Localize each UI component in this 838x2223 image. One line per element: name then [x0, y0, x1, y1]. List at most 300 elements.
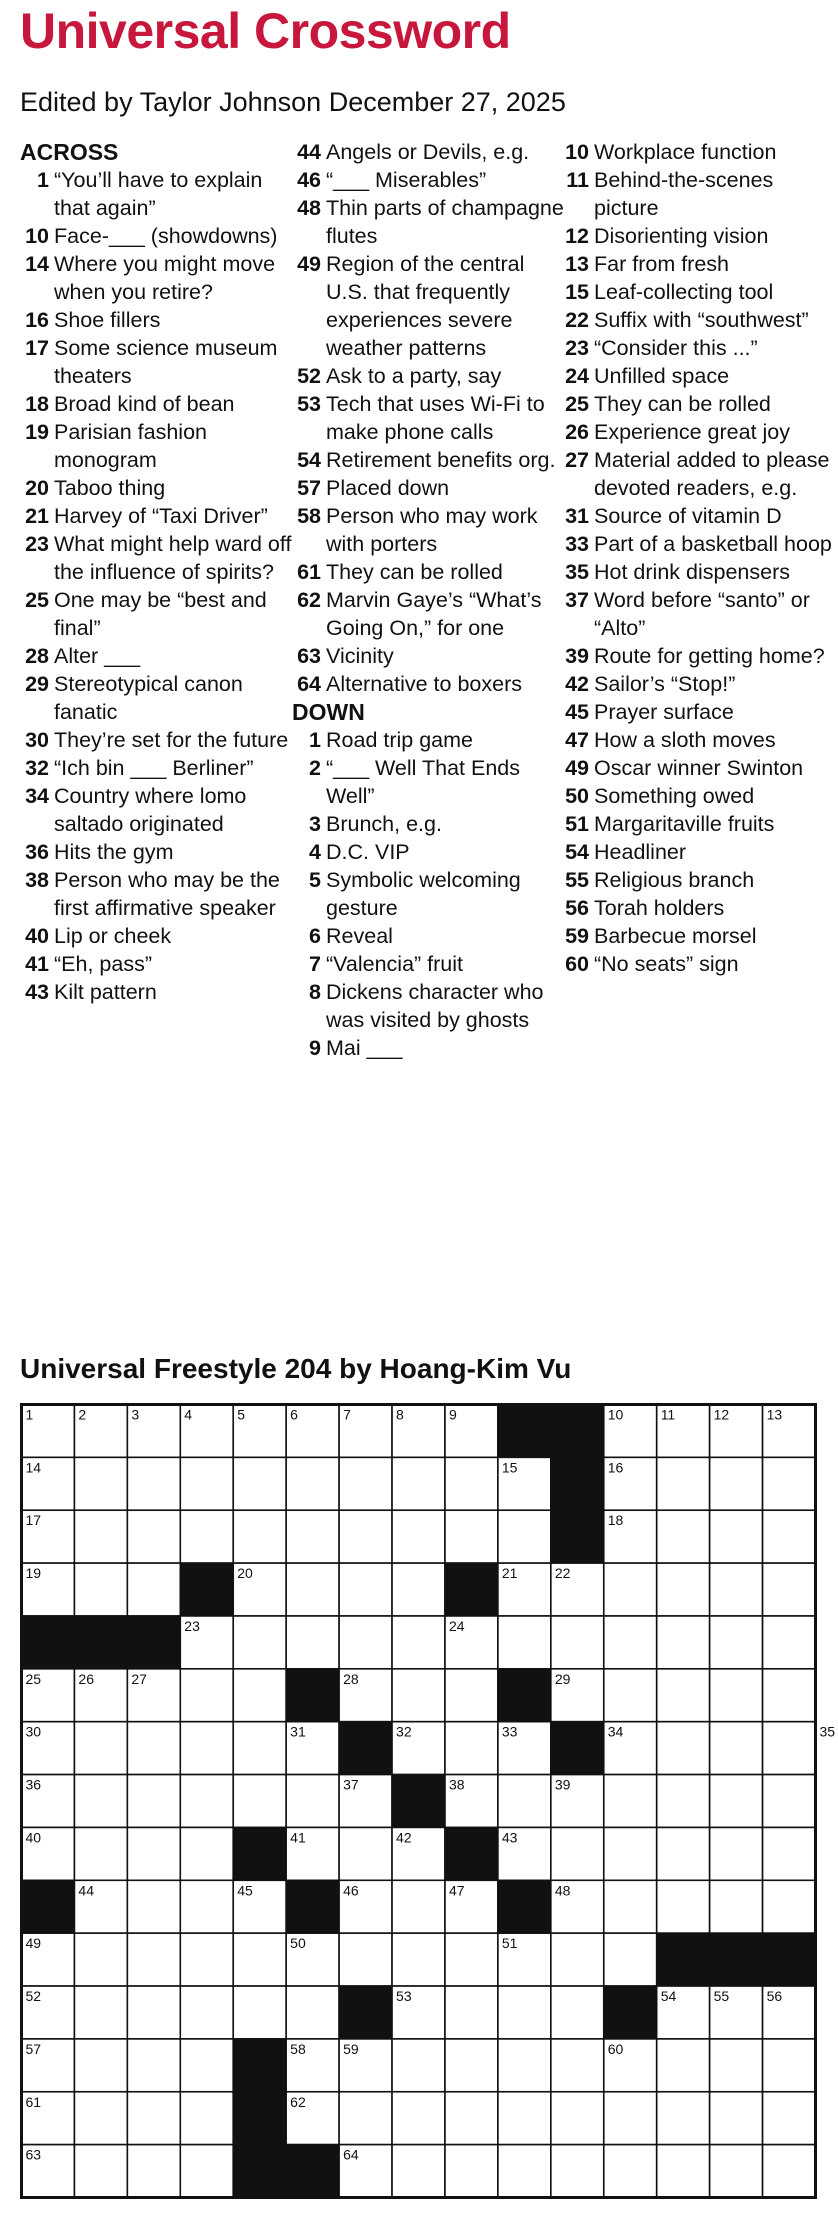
black-square	[233, 1827, 286, 1880]
clue-item	[20, 642, 292, 670]
grid-cell[interactable]	[233, 1616, 286, 1669]
clue-item	[20, 586, 292, 642]
grid-cell[interactable]	[180, 1457, 233, 1510]
clue-number: 34	[25, 784, 49, 808]
cell-number: 4	[184, 1406, 193, 1423]
grid-cell[interactable]	[392, 1933, 445, 1986]
grid-cell[interactable]	[710, 2039, 763, 2092]
clue-item	[560, 166, 832, 222]
grid-cell[interactable]	[710, 1616, 763, 1669]
cell-number: 56	[766, 1988, 783, 2005]
clue-number: 1	[37, 168, 49, 192]
clue-number: 61	[297, 560, 321, 584]
cell-number: 62	[290, 2093, 306, 2110]
clue-text: Word before “santo” or “Alto”	[594, 588, 810, 640]
black-square	[551, 1722, 604, 1775]
cell-number: 13	[766, 1406, 783, 1423]
grid-cell[interactable]	[392, 2092, 445, 2145]
grid-cell[interactable]	[763, 2092, 816, 2145]
clue-number: 42	[565, 672, 589, 696]
grid-cell[interactable]	[657, 1563, 710, 1616]
grid-cell[interactable]	[657, 1722, 710, 1775]
clue-item	[560, 698, 832, 726]
clue-text: Oscar winner Swinton	[594, 756, 804, 780]
grid-cell[interactable]	[763, 1457, 816, 1510]
cell-number: 60	[607, 2040, 624, 2057]
clue-number: 10	[25, 224, 49, 248]
grid-cell[interactable]	[657, 2092, 710, 2145]
grid-cell[interactable]	[657, 1510, 710, 1563]
clue-text: Symbolic welcoming gesture	[326, 868, 521, 920]
clue-item	[292, 754, 564, 810]
grid-cell[interactable]	[180, 1510, 233, 1563]
grid-cell[interactable]	[127, 1510, 180, 1563]
grid-cell[interactable]	[339, 1933, 392, 1986]
cell-number: 57	[25, 2040, 42, 2057]
black-square	[551, 1405, 604, 1458]
grid-cell[interactable]	[127, 2145, 180, 2198]
grid-cell[interactable]	[233, 1510, 286, 1563]
grid-cell[interactable]	[445, 2145, 498, 2198]
clue-number: 47	[565, 728, 589, 752]
cell-number: 44	[78, 1882, 95, 1899]
clue-text: Experience great joy	[594, 420, 790, 444]
clue-number: 19	[25, 420, 49, 444]
grid-cell[interactable]	[763, 1669, 816, 1722]
clue-text: “___ Well That Ends Well”	[326, 756, 521, 808]
clue-number: 10	[565, 140, 589, 164]
clue-number: 26	[565, 420, 589, 444]
clue-text: Parisian fashion monogram	[54, 420, 207, 472]
grid-cell[interactable]	[180, 1722, 233, 1775]
clue-number: 50	[565, 784, 589, 808]
clue-text: “Ich bin ___ Berliner”	[54, 756, 254, 780]
clue-item	[292, 558, 564, 586]
cell-number: 26	[78, 1670, 95, 1687]
grid-cell[interactable]	[657, 1880, 710, 1933]
cell-number: 41	[290, 1829, 306, 1846]
grid-cell[interactable]	[710, 2145, 763, 2198]
clue-item	[20, 474, 292, 502]
clue-text: Angels or Devils, e.g.	[326, 140, 530, 164]
black-square	[657, 1933, 710, 1986]
cell-number: 63	[25, 2146, 42, 2163]
grid-cell[interactable]	[657, 2039, 710, 2092]
clue-text: Sailor’s “Stop!”	[594, 672, 736, 696]
grid-cell[interactable]	[551, 2092, 604, 2145]
black-square	[180, 1563, 233, 1616]
grid-cell[interactable]	[710, 1827, 763, 1880]
grid-cell[interactable]	[763, 1563, 816, 1616]
grid-cell[interactable]	[445, 1722, 498, 1775]
cell-number: 35	[819, 1723, 836, 1740]
clue-text: Thin parts of champagne flutes	[326, 196, 564, 248]
grid-cell[interactable]	[180, 1880, 233, 1933]
cell-number: 11	[660, 1406, 676, 1423]
grid-cell[interactable]	[180, 1669, 233, 1722]
grid-cell[interactable]	[710, 1880, 763, 1933]
clue-item	[20, 418, 292, 474]
grid-cell[interactable]	[551, 1933, 604, 1986]
cell-number: 9	[448, 1406, 457, 1423]
clue-text: “___ Miserables”	[326, 168, 487, 192]
cell-number: 64	[343, 2146, 359, 2163]
clue-number: 18	[25, 392, 49, 416]
clue-number: 54	[297, 448, 321, 472]
clue-item	[292, 138, 564, 166]
clue-number: 23	[565, 336, 589, 360]
black-square	[498, 1669, 551, 1722]
grid-cell[interactable]	[392, 2145, 445, 2198]
cell-number: 28	[343, 1670, 359, 1687]
clue-item	[20, 866, 292, 922]
grid-cell[interactable]	[445, 2039, 498, 2092]
clue-number: 37	[565, 588, 589, 612]
grid-cell[interactable]	[710, 1457, 763, 1510]
grid-cell[interactable]	[127, 1880, 180, 1933]
clue-text: They can be rolled	[594, 392, 771, 416]
grid-cell[interactable]	[763, 2039, 816, 2092]
clue-number: 35	[565, 560, 589, 584]
grid-cell[interactable]	[763, 1722, 816, 1775]
clue-text: Source of vitamin D	[594, 504, 782, 528]
grid-cell[interactable]	[392, 1616, 445, 1669]
clue-number: 25	[565, 392, 589, 416]
grid-cell[interactable]	[710, 1722, 763, 1775]
page-title: Universal Crossword	[20, 3, 511, 59]
black-square	[22, 1616, 75, 1669]
clue-number: 8	[309, 980, 321, 1004]
grid-cell[interactable]	[710, 1669, 763, 1722]
clue-number: 46	[297, 168, 321, 192]
clue-text: Taboo thing	[54, 476, 166, 500]
grid-cell[interactable]	[604, 2092, 657, 2145]
clue-item	[20, 782, 292, 838]
grid-cell[interactable]	[127, 1827, 180, 1880]
grid-cell[interactable]	[74, 2092, 127, 2145]
clue-number: 20	[25, 476, 49, 500]
clue-item	[20, 726, 292, 754]
grid-cell[interactable]	[710, 1775, 763, 1828]
grid-cell[interactable]	[74, 2039, 127, 2092]
clue-item	[292, 1034, 564, 1062]
cell-number: 8	[396, 1406, 404, 1423]
clue-text: Face-___ (showdowns)	[54, 224, 278, 248]
grid-cell[interactable]	[763, 1510, 816, 1563]
cell-number: 38	[448, 1776, 465, 1793]
grid-cell[interactable]	[127, 1457, 180, 1510]
clue-text: Material added to please devoted readers, e.g.	[594, 448, 830, 500]
grid-cell[interactable]	[445, 1510, 498, 1563]
grid-cell[interactable]	[233, 1457, 286, 1510]
black-square	[710, 1933, 763, 1986]
grid-cell[interactable]	[127, 1933, 180, 1986]
clue-text: Person who may be the first affirmative speaker	[54, 868, 280, 920]
grid-cell[interactable]	[498, 1510, 551, 1563]
cell-number: 1	[25, 1406, 34, 1423]
grid-cell[interactable]	[498, 2092, 551, 2145]
clue-number: 27	[565, 448, 589, 472]
grid-cell[interactable]	[180, 1933, 233, 1986]
clue-item	[560, 390, 832, 418]
clue-text: Behind-the-scenes picture	[594, 168, 774, 220]
crossword-grid[interactable]	[20, 1403, 836, 2199]
clue-number: 43	[25, 980, 49, 1004]
grid-cell[interactable]	[286, 1986, 339, 2039]
cell-number: 24	[448, 1617, 465, 1634]
grid-cell[interactable]	[339, 1616, 392, 1669]
grid-cell[interactable]	[339, 1457, 392, 1510]
clue-number: 6	[309, 924, 321, 948]
cell-number: 36	[25, 1776, 42, 1793]
grid-cell[interactable]	[74, 1933, 127, 1986]
grid-cell[interactable]	[339, 2092, 392, 2145]
grid-cell[interactable]	[604, 2145, 657, 2198]
grid-cell[interactable]	[551, 1616, 604, 1669]
grid-cell[interactable]	[498, 2145, 551, 2198]
clue-item	[292, 446, 564, 474]
clue-text: “You’ll have to explain that again”	[54, 168, 263, 220]
grid-cell[interactable]	[74, 1986, 127, 2039]
grid-cell[interactable]	[604, 1669, 657, 1722]
black-square	[233, 2092, 286, 2145]
grid-cell[interactable]	[392, 1457, 445, 1510]
cell-number: 14	[25, 1459, 42, 1476]
grid-cell[interactable]	[127, 1775, 180, 1828]
grid-cell[interactable]	[339, 1510, 392, 1563]
clue-item	[292, 362, 564, 390]
grid-cell[interactable]	[710, 2092, 763, 2145]
black-square	[498, 1880, 551, 1933]
cell-number: 2	[78, 1406, 87, 1423]
grid-cell[interactable]	[498, 1616, 551, 1669]
grid-cell[interactable]	[657, 1827, 710, 1880]
cell-number: 49	[25, 1935, 42, 1952]
grid-cell[interactable]	[763, 1827, 816, 1880]
clue-text: Person who may work with porters	[326, 504, 538, 556]
grid-cell[interactable]	[392, 1669, 445, 1722]
grid-cell[interactable]	[286, 1510, 339, 1563]
clue-text: Leaf-collecting tool	[594, 280, 774, 304]
black-square	[74, 1616, 127, 1669]
clue-number: 7	[309, 952, 321, 976]
grid-cell[interactable]	[74, 1457, 127, 1510]
grid-cell[interactable]	[445, 1457, 498, 1510]
cell-number: 33	[501, 1723, 518, 1740]
clue-item	[20, 250, 292, 306]
black-square	[127, 1616, 180, 1669]
grid-cell[interactable]	[286, 1563, 339, 1616]
clue-item	[560, 670, 832, 698]
grid-cell[interactable]	[233, 1775, 286, 1828]
clue-number: 30	[25, 728, 49, 752]
grid-cell[interactable]	[392, 1563, 445, 1616]
clue-item	[560, 642, 832, 670]
clue-number: 39	[565, 644, 589, 668]
grid-cell[interactable]	[551, 2039, 604, 2092]
cell-number: 16	[607, 1459, 624, 1476]
grid-cell[interactable]	[445, 1986, 498, 2039]
clue-number: 44	[297, 140, 321, 164]
grid-cell[interactable]	[127, 1563, 180, 1616]
grid-cell[interactable]	[74, 1775, 127, 1828]
clue-number: 45	[565, 700, 589, 724]
grid-cell[interactable]	[286, 1775, 339, 1828]
clue-item	[20, 390, 292, 418]
grid-cell[interactable]	[339, 1827, 392, 1880]
clue-text: Kilt pattern	[54, 980, 157, 1004]
grid-cell[interactable]	[180, 1986, 233, 2039]
grid-cell[interactable]	[180, 1827, 233, 1880]
clue-number: 33	[565, 532, 589, 556]
grid-cell[interactable]	[445, 1669, 498, 1722]
black-square	[233, 2145, 286, 2198]
grid-cell[interactable]	[445, 2092, 498, 2145]
grid-cell[interactable]	[657, 1669, 710, 1722]
grid-cell[interactable]	[604, 1775, 657, 1828]
clue-number: 59	[565, 924, 589, 948]
clue-item	[560, 334, 832, 362]
clue-number: 1	[309, 728, 321, 752]
cell-number: 45	[237, 1882, 253, 1899]
grid-cell[interactable]	[339, 1563, 392, 1616]
grid-cell[interactable]	[392, 1880, 445, 1933]
cell-number: 61	[25, 2093, 42, 2110]
cell-number: 46	[343, 1882, 359, 1899]
clue-item	[560, 278, 832, 306]
grid-cell[interactable]	[498, 1775, 551, 1828]
grid-cell[interactable]	[392, 2039, 445, 2092]
grid-cell[interactable]	[710, 1563, 763, 1616]
grid-cell[interactable]	[233, 1933, 286, 1986]
grid-cell[interactable]	[498, 2039, 551, 2092]
clue-item	[560, 222, 832, 250]
clue-item	[20, 306, 292, 334]
grid-cell[interactable]	[445, 1933, 498, 1986]
grid-cell[interactable]	[180, 2092, 233, 2145]
cell-number: 54	[660, 1988, 677, 2005]
clue-text: Mai ___	[326, 1036, 403, 1060]
clue-number: 23	[25, 532, 49, 556]
cell-number: 50	[290, 1935, 306, 1952]
clue-item	[292, 670, 564, 698]
grid-cell[interactable]	[763, 2145, 816, 2198]
clue-number: 40	[25, 924, 49, 948]
grid-cell[interactable]	[127, 1986, 180, 2039]
grid-cell[interactable]	[392, 1510, 445, 1563]
grid-cell[interactable]	[710, 1510, 763, 1563]
clue-item	[560, 138, 832, 166]
grid-cell[interactable]	[604, 1616, 657, 1669]
grid-cell[interactable]	[180, 2145, 233, 2198]
grid-cell[interactable]	[498, 1986, 551, 2039]
grid-cell[interactable]	[127, 2092, 180, 2145]
clue-text: Brunch, e.g.	[326, 812, 442, 836]
grid-cell[interactable]	[74, 1827, 127, 1880]
grid-cell[interactable]	[74, 2145, 127, 2198]
clue-number: 41	[25, 952, 49, 976]
grid-cell[interactable]	[657, 1775, 710, 1828]
grid-cell[interactable]	[286, 1457, 339, 1510]
grid-cell[interactable]	[657, 1616, 710, 1669]
clue-number: 22	[565, 308, 589, 332]
clue-text: Broad kind of bean	[54, 392, 235, 416]
clue-text: “Consider this ...”	[594, 336, 758, 360]
cell-number: 21	[501, 1565, 518, 1582]
clue-number: 53	[297, 392, 321, 416]
grid-cell[interactable]	[127, 1722, 180, 1775]
black-square	[339, 1722, 392, 1775]
clue-text: Disorienting vision	[594, 224, 769, 248]
grid-cell[interactable]	[286, 1616, 339, 1669]
clue-item	[292, 922, 564, 950]
clue-item	[292, 390, 564, 446]
grid-cell[interactable]	[604, 1827, 657, 1880]
grid-cell[interactable]	[604, 1933, 657, 1986]
clue-number: 5	[309, 868, 321, 892]
cell-number: 27	[131, 1670, 147, 1687]
clue-item	[560, 894, 832, 922]
grid-cell[interactable]	[233, 1669, 286, 1722]
clue-text: “Valencia” fruit	[326, 952, 464, 976]
grid-cell[interactable]	[233, 1722, 286, 1775]
grid-cell[interactable]	[604, 1563, 657, 1616]
grid-cell[interactable]	[74, 1510, 127, 1563]
grid-cell[interactable]	[180, 1775, 233, 1828]
clue-text: Retirement benefits org.	[326, 448, 556, 472]
clue-item	[20, 754, 292, 782]
clue-text: Headliner	[594, 840, 687, 864]
black-square	[286, 1880, 339, 1933]
clue-text: Torah holders	[594, 896, 725, 920]
grid-cell[interactable]	[657, 1457, 710, 1510]
cell-number: 40	[25, 1829, 42, 1846]
grid-cell[interactable]	[551, 2145, 604, 2198]
grid-cell[interactable]	[763, 1616, 816, 1669]
grid-cell[interactable]	[551, 1827, 604, 1880]
clue-item	[20, 530, 292, 586]
grid-cell[interactable]	[233, 1986, 286, 2039]
clue-number: 58	[297, 504, 321, 528]
clue-number: 57	[297, 476, 321, 500]
clue-text: D.C. VIP	[326, 840, 410, 864]
grid-cell[interactable]	[763, 1880, 816, 1933]
clue-text: Religious branch	[594, 868, 755, 892]
clue-number: 49	[565, 756, 589, 780]
clue-item	[292, 810, 564, 838]
black-square	[551, 1457, 604, 1510]
grid-cell[interactable]	[763, 1775, 816, 1828]
grid-cell[interactable]	[551, 1986, 604, 2039]
cell-number: 18	[607, 1512, 624, 1529]
grid-cell[interactable]	[74, 1722, 127, 1775]
clue-text: Hot drink dispensers	[594, 560, 790, 584]
clue-item	[560, 558, 832, 586]
clue-item	[20, 334, 292, 390]
black-square	[445, 1563, 498, 1616]
grid-cell[interactable]	[74, 1563, 127, 1616]
clue-number: 52	[297, 364, 321, 388]
cell-number: 7	[343, 1406, 351, 1423]
cell-number: 5	[237, 1406, 246, 1423]
grid-cell[interactable]	[180, 2039, 233, 2092]
clue-item	[560, 586, 832, 642]
clue-number: 21	[25, 504, 49, 528]
grid-cell[interactable]	[657, 2145, 710, 2198]
clue-text: They’re set for the future	[54, 728, 289, 752]
grid-cell[interactable]	[127, 2039, 180, 2092]
grid-cell[interactable]	[604, 1880, 657, 1933]
